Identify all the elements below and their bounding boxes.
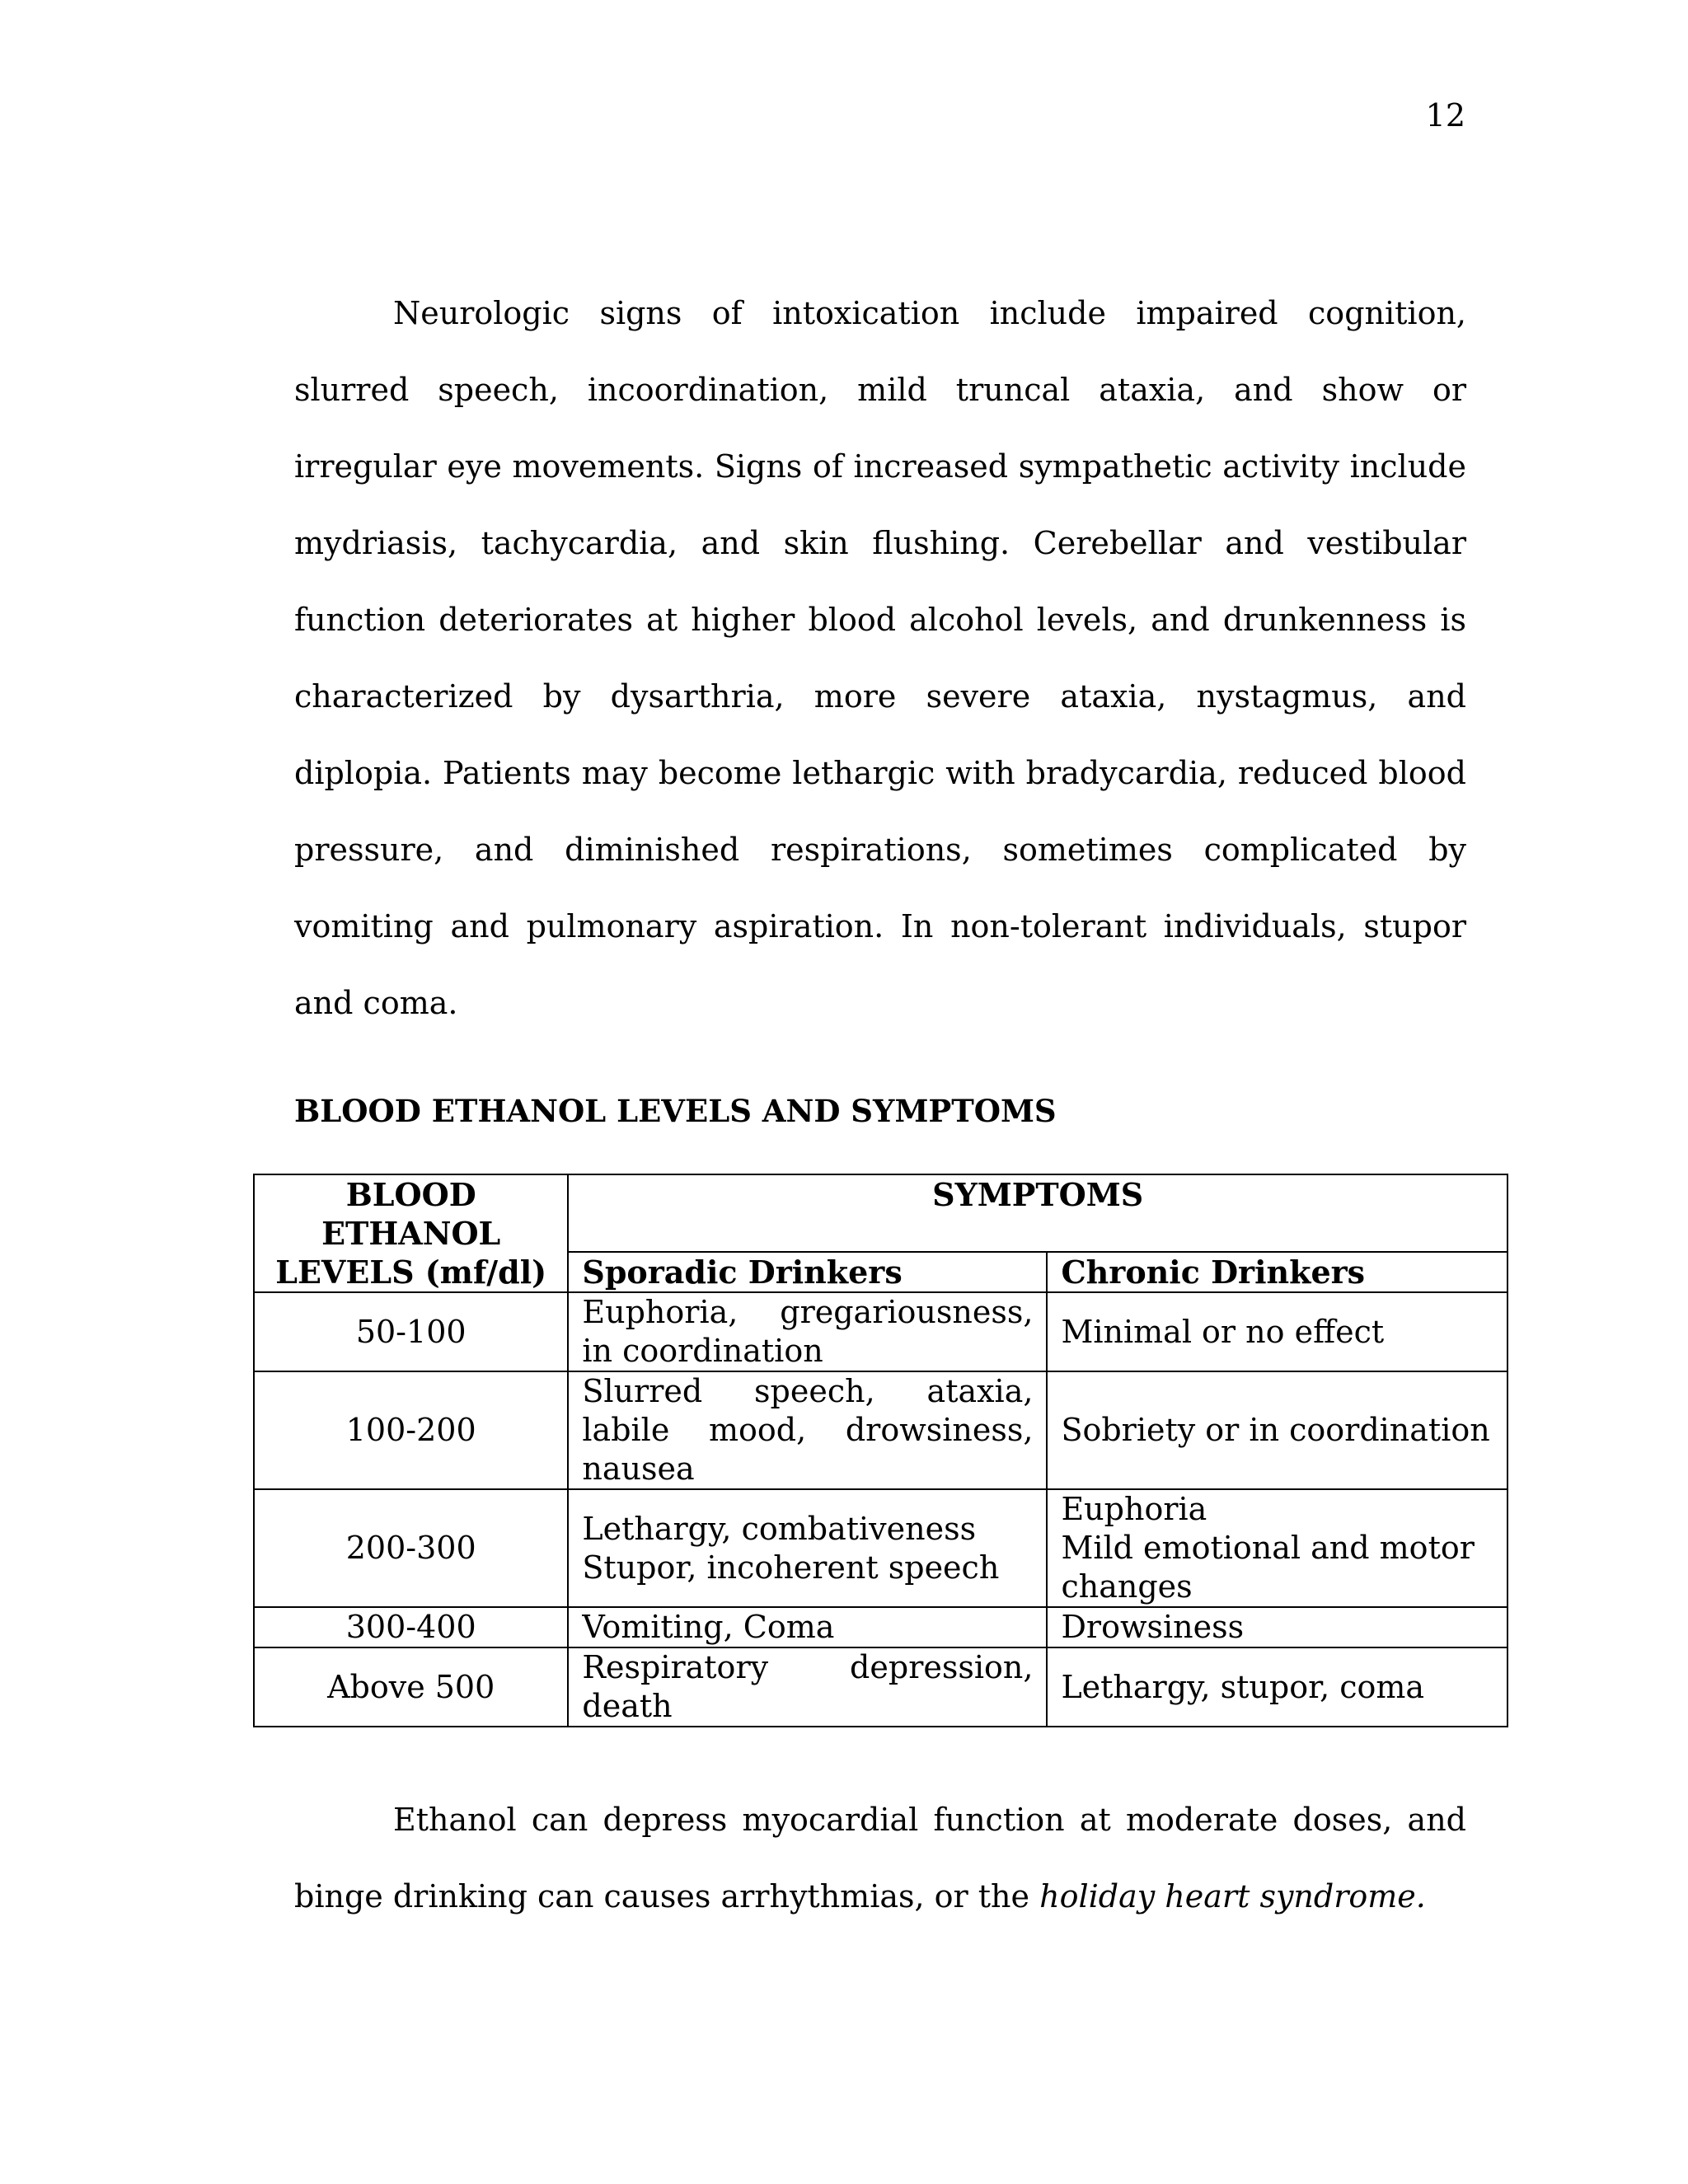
cell-sporadic-line: Euphoria, gregariousness, in coordination bbox=[582, 1294, 1034, 1369]
cell-chronic-line: Euphoria bbox=[1061, 1491, 1207, 1527]
cell-chronic bbox=[1047, 1292, 1507, 1371]
cell-sporadic-line: Respiratory depression, death bbox=[582, 1649, 1034, 1724]
page-number: 12 bbox=[1425, 97, 1465, 134]
cell-sporadic bbox=[568, 1292, 1047, 1371]
cell-chronic-line: Mild emotional and motor changes bbox=[1061, 1530, 1475, 1605]
table-row bbox=[254, 1371, 1507, 1489]
cell-chronic-line: Sobriety or in coordination bbox=[1061, 1412, 1490, 1448]
cell-chronic-line: Lethargy, stupor, coma bbox=[1061, 1668, 1425, 1705]
table-row bbox=[254, 1292, 1507, 1371]
cell-chronic bbox=[1047, 1607, 1507, 1647]
cell-level: 300-400 bbox=[254, 1607, 568, 1647]
cell-level: 50-100 bbox=[254, 1292, 568, 1371]
cell-sporadic bbox=[568, 1489, 1047, 1607]
cell-sporadic-line: Vomiting, Coma bbox=[582, 1609, 835, 1645]
section-heading: BLOOD ETHANOL LEVELS AND SYMPTOMS bbox=[294, 1093, 1057, 1129]
cell-chronic bbox=[1047, 1489, 1507, 1607]
intro-paragraph: Neurologic signs of intoxication include impaired cognition, slurred speech, incoordination, mild truncal ataxia, and show or irregular eye movements. Signs of increased sympathetic activity include mydriasis, tachycardia, and skin flushing. Cerebellar and vestibular function deteriorates at higher blood alcohol levels, and drunkenness is characterized by dysarthria, more severe ataxia, nystagmus, and diplopia. Patients may become lethargic with bradycardia, reduced blood pressure, and diminished respirations, sometimes complicated by vomiting and pulmonary aspiration. In non-tolerant individuals, stupor and coma. bbox=[294, 295, 1466, 1021]
closing-paragraph bbox=[294, 1782, 1466, 1935]
cell-chronic-line: Drowsiness bbox=[1061, 1609, 1245, 1645]
cell-sporadic bbox=[568, 1647, 1047, 1727]
cell-sporadic-line: Lethargy, combativeness bbox=[582, 1510, 977, 1547]
table-row bbox=[254, 1647, 1507, 1727]
header-blood-ethanol-levels: BLOOD ETHANOL LEVELS (mf/dl) bbox=[254, 1174, 568, 1292]
header-chronic-drinkers: Chronic Drinkers bbox=[1047, 1252, 1507, 1292]
cell-sporadic bbox=[568, 1607, 1047, 1647]
cell-sporadic-line: Slurred speech, ataxia, labile mood, drowsiness, nausea bbox=[582, 1373, 1034, 1487]
table-body bbox=[254, 1292, 1507, 1727]
header-symptoms: SYMPTOMS bbox=[568, 1174, 1507, 1252]
closing-paragraph-italic: holiday heart syndrome. bbox=[1039, 1878, 1426, 1915]
header-sporadic-drinkers: Sporadic Drinkers bbox=[568, 1252, 1047, 1292]
cell-level: 200-300 bbox=[254, 1489, 568, 1607]
cell-chronic bbox=[1047, 1647, 1507, 1727]
cell-level: Above 500 bbox=[254, 1647, 568, 1727]
table-row bbox=[254, 1489, 1507, 1607]
cell-level: 100-200 bbox=[254, 1371, 568, 1489]
cell-chronic-line: Minimal or no effect bbox=[1061, 1313, 1385, 1350]
cell-sporadic bbox=[568, 1371, 1047, 1489]
cell-chronic bbox=[1047, 1371, 1507, 1489]
cell-sporadic-line: Stupor, incoherent speech bbox=[582, 1549, 1000, 1586]
table-row bbox=[254, 1607, 1507, 1647]
closing-paragraph-text: Ethanol can depress myocardial function at moderate doses, and binge drinking can causes arrhythmias, or the bbox=[294, 1802, 1466, 1915]
blood-ethanol-table bbox=[253, 1174, 1508, 1727]
